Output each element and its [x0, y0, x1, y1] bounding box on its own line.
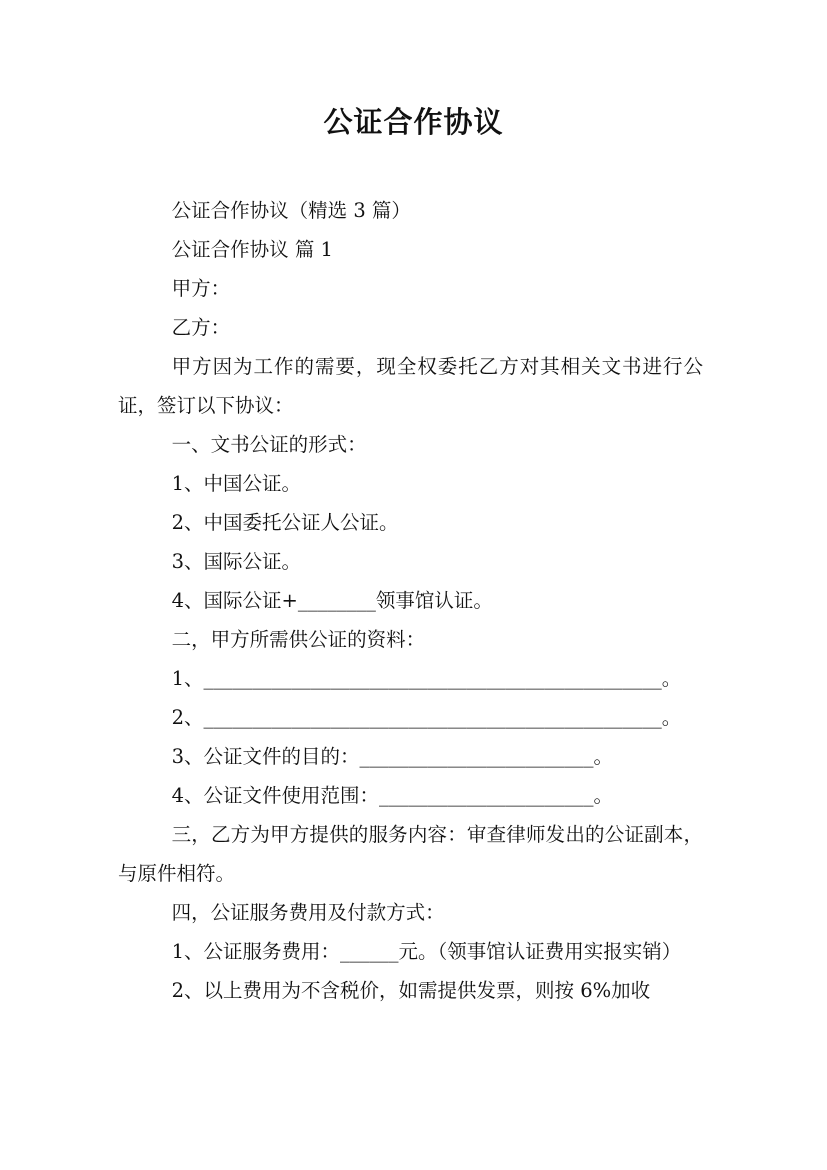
paragraph-party-b: 乙方：: [171, 316, 231, 339]
paragraph-clause-2-heading: 二，甲方所需供公证的资料：: [171, 628, 426, 651]
paragraph-intro: 甲方因为工作的需要，现全权委托乙方对其相关文书进行公证，签订以下协议：: [118, 355, 703, 417]
paragraph-subtitle: 公证合作协议（精选 3 篇）: [171, 199, 411, 222]
paragraph-clause-1-heading: 一、文书公证的形式：: [171, 433, 367, 456]
paragraph-party-a: 甲方：: [171, 277, 231, 300]
paragraph-clause-4-heading: 四，公证服务费用及付款方式：: [171, 901, 445, 924]
paragraph-clause-1-item-4: 4、国际公证+________领事馆认证。: [171, 589, 493, 612]
document-title: 公证合作协议: [323, 105, 504, 139]
paragraph-clause-2-item-4: 4、公证文件使用范围：______________________。: [171, 784, 614, 807]
paragraph-clause-1-item-1: 1、中国公证。: [171, 472, 302, 495]
document-body: [118, 191, 703, 1010]
paragraph-clause-1-item-3: 3、国际公证。: [171, 550, 302, 573]
paragraph-clause-3: 三，乙方为甲方提供的服务内容：审查律师发出的公证副本，与原件相符。: [118, 823, 703, 885]
paragraph-clause-2-item-2: 2、_______________________________________________。: [171, 706, 682, 729]
paragraph-clause-4-item-2: 2、以上费用为不含税价，如需提供发票，则按 6%加收: [171, 979, 651, 1002]
paragraph-clause-1-item-2: 2、中国委托公证人公证。: [171, 511, 399, 534]
paragraph-clause-2-item-1: 1、_______________________________________________。: [171, 667, 682, 690]
paragraph-clause-4-item-1: 1、公证服务费用：______元。（领事馆认证费用实报实销）: [171, 940, 682, 963]
paragraph-clause-2-item-3: 3、公证文件的目的：________________________。: [171, 745, 614, 768]
paragraph-section-heading: 公证合作协议 篇 1: [171, 238, 333, 261]
